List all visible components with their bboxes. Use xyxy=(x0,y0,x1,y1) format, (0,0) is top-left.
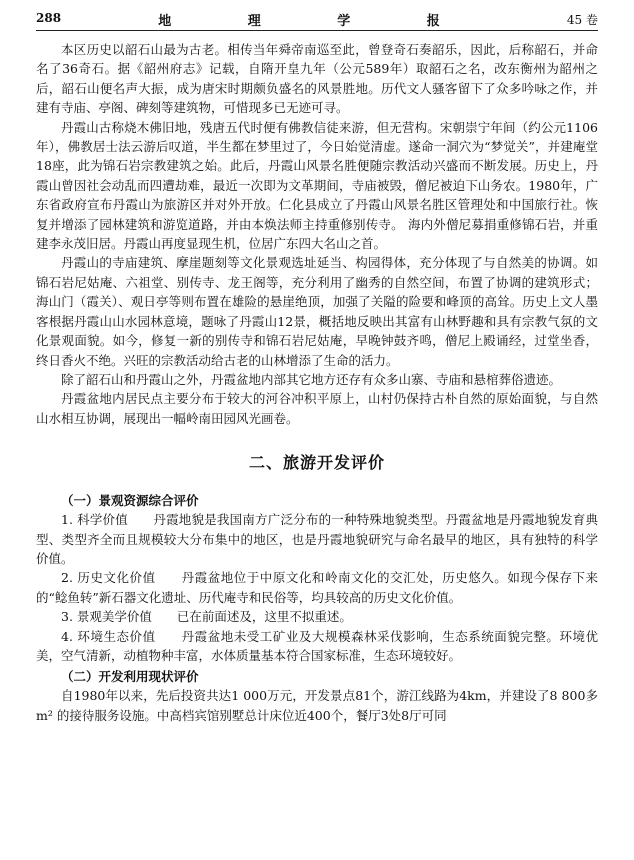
subsection-heading: （二）开发利用现状评价 xyxy=(61,669,199,685)
running-header xyxy=(36,8,598,31)
paragraph: 丹霞山古称烧木佛旧地，残唐五代时便有佛教信徒来游，但无营构。宋朝崇宁年间（约公元1106年），佛教居士法云游后叹道，半生都在梦里过了，今日始觉清虚。遂命一洞穴为“梦觉关”，并建庵堂18座，此为锦石岩宗教建筑之始。此后，丹霞山风景名胜便随宗教活动兴盛而不断发展。历史上，丹霞山曾因社会动乱而四遭劫难，最近一次即为文革期间，寺庙被毁，僧尼被迫下山务农。1980年，广东省政府宣布丹霞山为旅游区并对外开放。仁化县成立了丹霞山风景名胜区管理处和中国旅行社。恢复并增添了园林建筑和游览道路，并由本焕法师主持重修别传寺。 海内外僧尼募捐重修锦石岩，并重建李永茂旧居。丹霞山再度显现生机，位居广东四大名山之首。 xyxy=(36,119,598,252)
paragraph: 丹霞山的寺庙建筑、摩崖题刻等文化景观选址延当、构园得体，充分体现了与自然美的协调。如锦石岩尼姑庵、六祖堂、别传寺、龙王阁等，充分利用了幽秀的自然空间，布置了协调的建筑形式；海山门（霞关）、观日亭等则布置在雄险的悬崖绝顶，加强了关隘的险要和峰顶的高耸。历史上文人墨客根据丹霞山山水园林意境，题咏了丹霞山12景，概括地反映出其富有山林野趣和具有宗教气氛的文化景观面貌。如今，修复一新的别传寺和锦石岩尼姑庵，早晚钟鼓齐鸣，僧尼上殿诵经，过堂坐香，终日香火不绝。兴旺的宗教活动给古老的山林增添了生命的活力。 xyxy=(36,255,598,368)
paragraph: 4. 环境生态价值 丹霞盆地未受工矿业及大规模森林采伐影响，生态系统面貌完整。环境优美，空气清新，动植物种丰富，水体质量基本符合国家标准，生态环境较好。 xyxy=(36,628,598,663)
paragraph: 本区历史以韶石山最为古老。相传当年舜帝南巡至此，曾登奇石奏韶乐，因此，后称韶石，并命名了36奇石。据《韶州府志》记载，自隋开皇九年（公元589年）取韶石之名，改东衡州为韶州之后，韶石山便名声大振，成为唐宋时期颇负盛名的风景胜地。历代文人骚客留下了众多吟咏之作，并建有寺庙、亭阁、碑刻等建筑物，可惜现多已无迹可寻。 xyxy=(36,42,598,116)
paragraph: 自1980年以来，先后投资共达1 000万元，开发景点81个，游江线路为4km，并建设了8 800多 m² 的接待服务设施。中高档宾馆别墅总计床位近400个，餐厅3处8厅可同 xyxy=(36,688,598,723)
volume-label: 45 卷 xyxy=(566,13,598,27)
paragraph: 3. 景观美学价值 已在前面述及，这里不拟重述。 xyxy=(61,609,352,625)
paragraph: 除了韶石山和丹霞山之外，丹霞盆地内部其它地方还存有众多山寨、寺庙和悬棺葬俗遗迹。 xyxy=(61,371,562,387)
paragraph: 1. 科学价值 丹霞地貌是我国南方广泛分布的一种特殊地貌类型。丹霞盆地是丹霞地貌发育典型、类型齐全而且规模较大分布集中的地区，也是丹霞地貌研究与命名最早的地区，具有独特的科学价值。 xyxy=(36,512,598,566)
article-body xyxy=(36,40,598,725)
journal-title: 地 理 学 报 xyxy=(158,14,476,29)
section-heading: 二、旅游开发评价 xyxy=(248,453,385,473)
page-number: 288 xyxy=(36,11,62,25)
subsection-heading: （一）景观资源综合评价 xyxy=(61,493,199,509)
paragraph: 丹霞盆地内居民点主要分布于较大的河谷冲积平原上，山村仍保持古朴自然的原始面貌，与自然山水相互协调，展现出一幅岭南田园风光画卷。 xyxy=(36,391,598,426)
paragraph: 2. 历史文化价值 丹霞盆地位于中原文化和岭南文化的交汇处，历史悠久。如现今保存下来的“鲶鱼转”新石器文化遗址、历代庵寺和民俗等，均具较高的历史文化价值。 xyxy=(36,570,598,605)
